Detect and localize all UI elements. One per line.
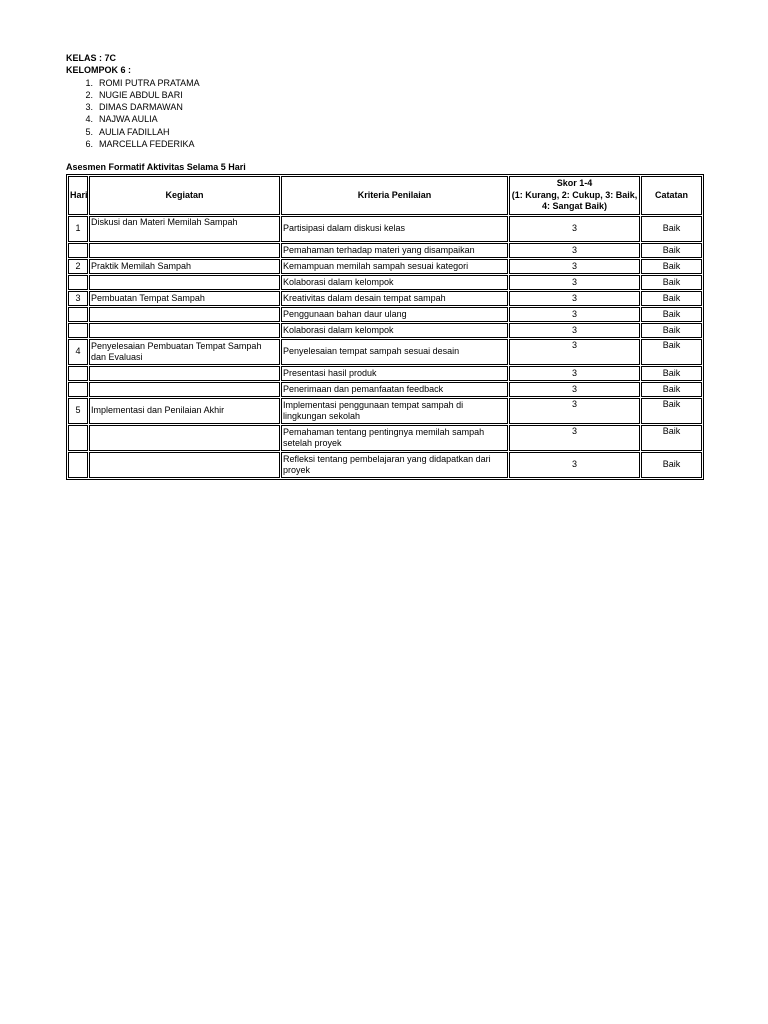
cell-kriteria: Partisipasi dalam diskusi kelas (281, 216, 508, 242)
cell-catatan: Baik (641, 259, 702, 274)
cell-catatan: Baik (641, 425, 702, 451)
cell-kegiatan: Implementasi dan Penilaian Akhir (89, 398, 280, 424)
cell-kriteria: Refleksi tentang pembelajaran yang didapatkan dari proyek (281, 452, 508, 478)
cell-kriteria: Penggunaan bahan daur ulang (281, 307, 508, 322)
cell-skor: 3 (509, 382, 640, 397)
table-row (68, 425, 702, 451)
group-label: KELOMPOK 6 : (66, 65, 132, 76)
cell-kegiatan (89, 323, 280, 338)
cell-hari (68, 323, 88, 338)
member-item: 5. AULIA FADILLAH (85, 126, 170, 137)
cell-kegiatan (89, 243, 280, 258)
cell-hari (68, 425, 88, 451)
table-title: Asesmen Formatif Aktivitas Selama 5 Hari (66, 162, 246, 172)
cell-hari (68, 366, 88, 381)
cell-kegiatan: Diskusi dan Materi Memilah Sampah (89, 216, 280, 242)
cell-kegiatan (89, 425, 280, 451)
cell-skor: 3 (509, 259, 640, 274)
cell-kriteria: Penerimaan dan pemanfaatan feedback (281, 382, 508, 397)
member-name: AULIA FADILLAH (99, 126, 170, 137)
cell-kegiatan (89, 382, 280, 397)
cell-kegiatan (89, 366, 280, 381)
cell-kegiatan: Pembuatan Tempat Sampah (89, 291, 280, 306)
cell-kriteria: Presentasi hasil produk (281, 366, 508, 381)
header-kriteria: Kriteria Penilaian (281, 176, 508, 215)
cell-kriteria: Pemahaman terhadap materi yang disampaikan (281, 243, 508, 258)
table-row (68, 382, 702, 397)
cell-kriteria: Penyelesaian tempat sampah sesuai desain (281, 339, 508, 365)
table-header-row (68, 176, 702, 215)
cell-skor: 3 (509, 339, 640, 365)
header-catatan: Catatan (641, 176, 702, 215)
cell-skor: 3 (509, 216, 640, 242)
cell-catatan: Baik (641, 382, 702, 397)
cell-hari (68, 307, 88, 322)
table-row (68, 339, 702, 365)
assessment-table (66, 174, 704, 480)
table-row (68, 291, 702, 306)
cell-kriteria: Implementasi penggunaan tempat sampah di lingkungan sekolah (281, 398, 508, 424)
cell-skor: 3 (509, 243, 640, 258)
cell-hari: 4 (68, 339, 88, 365)
member-list (66, 77, 200, 151)
cell-skor: 3 (509, 323, 640, 338)
cell-kegiatan (89, 275, 280, 290)
class-label: KELAS : 7C (66, 53, 117, 63)
cell-kriteria: Kolaborasi dalam kelompok (281, 275, 508, 290)
cell-catatan: Baik (641, 307, 702, 322)
cell-hari (68, 275, 88, 290)
document-header (66, 52, 200, 150)
table-row (68, 243, 702, 258)
cell-hari: 2 (68, 259, 88, 274)
member-name: NAJWA AULIA (99, 114, 158, 125)
cell-catatan: Baik (641, 216, 702, 242)
cell-hari: 1 (68, 216, 88, 242)
member-name: DIMAS DARMAWAN (99, 102, 183, 113)
table-row (68, 307, 702, 322)
cell-skor: 3 (509, 425, 640, 451)
cell-catatan: Baik (641, 291, 702, 306)
member-item: 6. MARCELLA FEDERIKA (85, 139, 195, 150)
cell-catatan: Baik (641, 275, 702, 290)
cell-hari (68, 452, 88, 478)
cell-catatan: Baik (641, 339, 702, 365)
member-item: 2. NUGIE ABDUL BARI (85, 89, 183, 100)
header-kegiatan: Kegiatan (89, 176, 280, 215)
member-item: 1. ROMI PUTRA PRATAMA (85, 77, 200, 88)
cell-hari: 3 (68, 291, 88, 306)
cell-skor: 3 (509, 275, 640, 290)
cell-catatan: Baik (641, 323, 702, 338)
table-row (68, 216, 702, 242)
cell-skor: 3 (509, 307, 640, 322)
cell-kriteria: Kemampuan memilah sampah sesuai kategori (281, 259, 508, 274)
cell-catatan: Baik (641, 366, 702, 381)
table-row (68, 323, 702, 338)
cell-hari (68, 382, 88, 397)
table-row (68, 259, 702, 274)
cell-hari: 5 (68, 398, 88, 424)
cell-catatan: Baik (641, 452, 702, 478)
cell-kriteria: Kreativitas dalam desain tempat sampah (281, 291, 508, 306)
cell-kegiatan: Praktik Memilah Sampah (89, 259, 280, 274)
cell-catatan: Baik (641, 243, 702, 258)
cell-catatan: Baik (641, 398, 702, 424)
cell-kegiatan: Penyelesaian Pembuatan Tempat Sampah dan Evaluasi (89, 339, 280, 365)
cell-kriteria: Pemahaman tentang pentingnya memilah sampah setelah proyek (281, 425, 508, 451)
header-skor: Skor 1-4 (1: Kurang, 2: Cukup, 3: Baik, 4: Sangat Baik) (509, 176, 640, 215)
table-row (68, 366, 702, 381)
member-name: MARCELLA FEDERIKA (99, 139, 195, 150)
cell-kriteria: Kolaborasi dalam kelompok (281, 323, 508, 338)
cell-skor: 3 (509, 452, 640, 478)
member-name: ROMI PUTRA PRATAMA (99, 77, 200, 88)
member-item: 3. DIMAS DARMAWAN (85, 102, 183, 113)
table-row (68, 275, 702, 290)
member-name: NUGIE ABDUL BARI (99, 89, 183, 100)
cell-kegiatan (89, 307, 280, 322)
cell-hari (68, 243, 88, 258)
cell-skor: 3 (509, 366, 640, 381)
cell-skor: 3 (509, 398, 640, 424)
cell-skor: 3 (509, 291, 640, 306)
table-row (68, 398, 702, 424)
member-item: 4. NAJWA AULIA (85, 114, 158, 125)
cell-kegiatan (89, 452, 280, 478)
table-row (68, 452, 702, 478)
header-hari: Hari (68, 176, 88, 215)
